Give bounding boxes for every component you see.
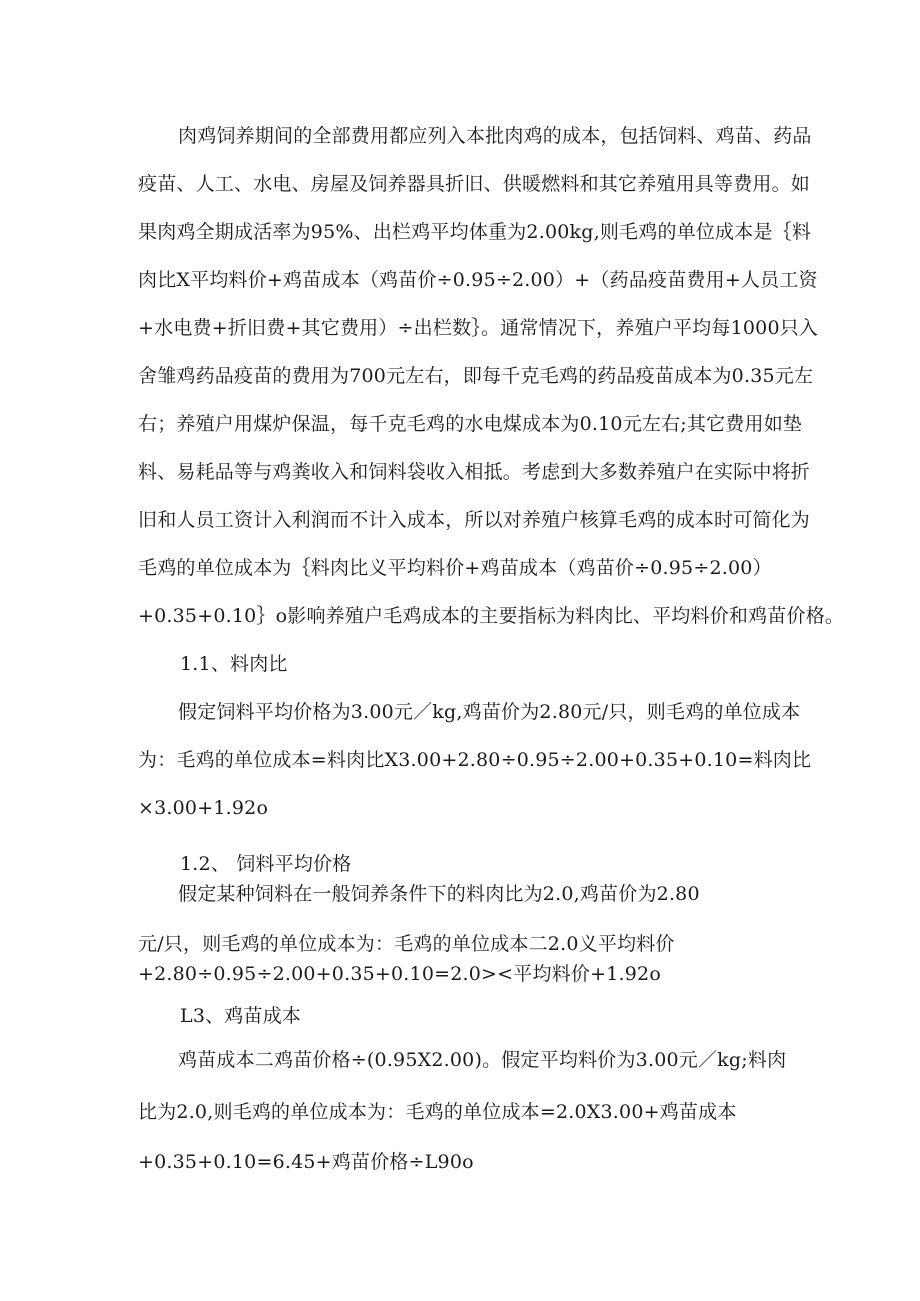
- paragraph-line: 假定饲料平均价格为3.00元／kg,鸡苗价为2.80元/只，则毛鸡的单位成本: [178, 701, 801, 723]
- section-heading: L3、鸡苗成本: [180, 1005, 302, 1027]
- paragraph-line: 肉鸡饲养期间的全部费用都应列入本批肉鸡的成本，包括饲料、鸡苗、药品: [178, 125, 812, 147]
- paragraph-line: +水电费+折旧费+其它费用）÷出栏数｝。通常情况下，养殖户平均每1000只入: [138, 317, 819, 339]
- paragraph-line: 旧和人员工资计入利润而不计入成本，所以对养殖户核算毛鸡的成本时可简化为: [138, 509, 811, 531]
- paragraph-line: 假定某种饲料在一般饲养条件下的料肉比为2.0,鸡苗价为2.80: [178, 883, 700, 905]
- paragraph-line: 疫苗、人工、水电、房屋及饲养器具折旧、供暖燃料和其它养殖用具等费用。如: [138, 173, 811, 195]
- section-heading: 1.2、 饲料平均价格: [180, 853, 352, 875]
- section-heading: 1.1、料肉比: [180, 653, 288, 675]
- paragraph-line: 元/只，则毛鸡的单位成本为：毛鸡的单位成本二2.0义平均料价: [138, 933, 675, 955]
- paragraph-line: 果肉鸡全期成活率为95%、出栏鸡平均体重为2.00kg,则毛鸡的单位成本是｛料: [138, 221, 812, 243]
- paragraph-line: 右；养殖户用煤炉保温，每千克毛鸡的水电煤成本为0.10元左右;其它费用如垫: [138, 413, 803, 435]
- paragraph-line: +0.35+0.10=6.45+鸡苗价格÷L90o: [138, 1151, 474, 1173]
- paragraph-line: 毛鸡的单位成本为｛料肉比义平均料价+鸡苗成本（鸡苗价÷0.95÷2.00）: [138, 557, 772, 579]
- paragraph-line: 为：毛鸡的单位成本=料肉比X3.00+2.80÷0.95÷2.00+0.35+0.10=料肉比: [138, 749, 812, 771]
- paragraph-line: +2.80÷0.95÷2.00+0.35+0.10=2.0><平均料价+1.92o: [138, 963, 661, 985]
- paragraph-line: 舍雏鸡药品疫苗的费用为700元左右，即每千克毛鸡的药品疫苗成本为0.35元左: [138, 365, 814, 387]
- paragraph-line: 肉比X平均料价+鸡苗成本（鸡苗价÷0.95÷2.00）+（药品疫苗费用+人员工资: [138, 269, 818, 291]
- paragraph-line: 料、易耗品等与鸡粪收入和饲料袋收入相抵。考虑到大多数养殖户在实际中将折: [138, 461, 811, 483]
- paragraph-line: 鸡苗成本二鸡苗价格÷(0.95X2.00)。假定平均料价为3.00元／kg;料肉: [178, 1049, 787, 1071]
- paragraph-line: +0.35+0.10｝o影响养殖户毛鸡成本的主要指标为料肉比、平均料价和鸡苗价格。: [138, 605, 845, 627]
- paragraph-line: 比为2.0,则毛鸡的单位成本为：毛鸡的单位成本=2.0X3.00+鸡苗成本: [138, 1101, 737, 1123]
- paragraph-line: ×3.00+1.92o: [138, 797, 269, 819]
